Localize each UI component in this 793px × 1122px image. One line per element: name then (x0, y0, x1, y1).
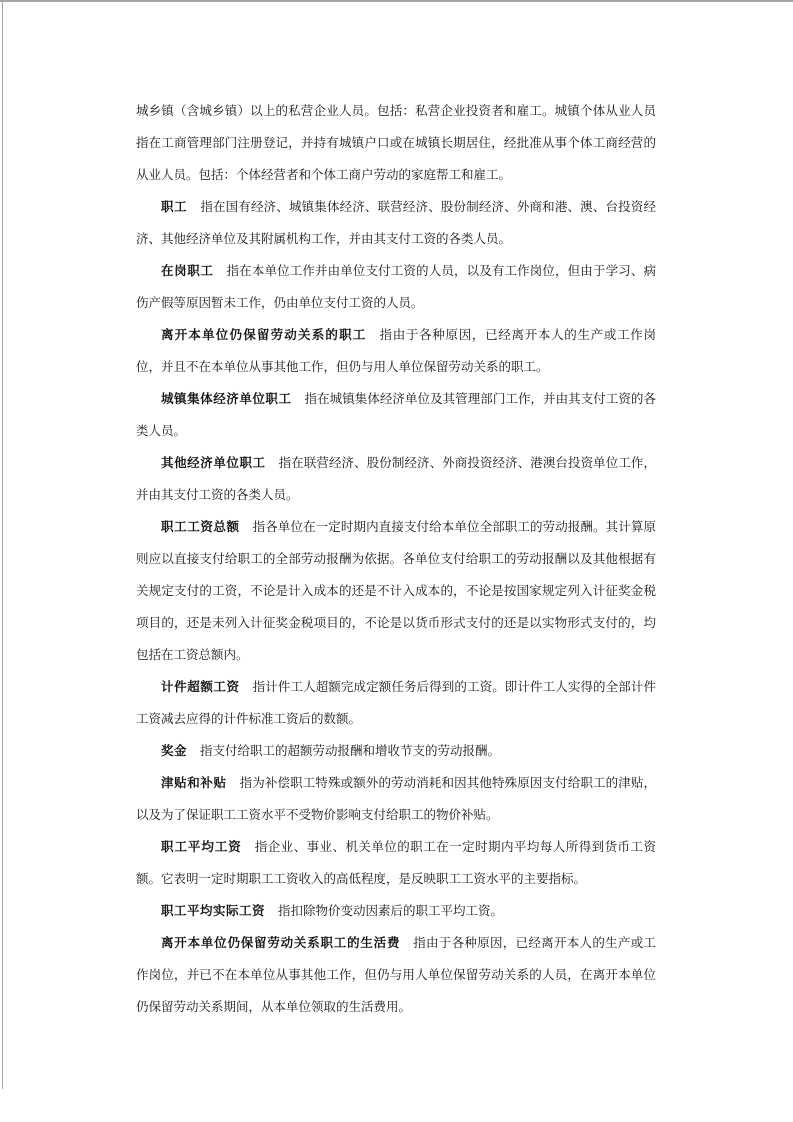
paragraph (136, 735, 656, 767)
term-label: 职工 (161, 200, 188, 214)
definition-text: 指在联营经济、股份制经济、外商投资经济、港澳台投资单位工作，并由其支付工资的各类人员。 (136, 456, 656, 502)
definition-text: 指由于各种原因，已经离开本人的生产或工作岗位，并已不在本单位从事其他工作，但仍与用人单位保留劳动关系的人员，在离开本单位仍保留劳动关系期间，从本单位领取的生活费用。 (136, 936, 656, 1014)
definition-text: 指扣除物价变动因素后的职工平均工资。 (278, 904, 504, 918)
term-label: 离开本单位仍保留劳动关系的职工 (161, 328, 367, 342)
document-body (136, 95, 656, 1023)
term-label: 职工工资总额 (161, 520, 240, 534)
definition-text: 指为补偿职工特殊或额外的劳动消耗和因其他特殊原因支付给职工的津贴，以及为了保证职工工资水平不受物价影响支付给职工的物价补贴。 (136, 776, 656, 822)
term-label: 职工平均工资 (161, 840, 242, 854)
term-label: 离开本单位仍保留劳动关系职工的生活费 (161, 936, 401, 950)
paragraph (136, 767, 656, 831)
term-label: 计件超额工资 (161, 680, 240, 694)
term-label: 职工平均实际工资 (161, 904, 266, 918)
paragraph (136, 383, 656, 447)
paragraph (136, 255, 656, 319)
paragraph (136, 95, 656, 191)
term-label: 城镇集体经济单位职工 (161, 392, 292, 406)
definition-text: 指在国有经济、城镇集体经济、联营经济、股份制经济、外商和港、澳、台投资经济、其他经济单位及其附属机构工作，并由其支付工资的各类人员。 (136, 200, 656, 246)
term-label: 在岗职工 (161, 264, 214, 278)
paragraph (136, 831, 656, 895)
definition-text: 城乡镇（含城乡镇）以上的私营企业人员。包括：私营企业投资者和雇工。城镇个体从业人员指在工商管理部门注册登记，并持有城镇户口或在城镇长期居住，经批准从事个体工商经营的从业人员。包括：个体经营者和个体工商户劳动的家庭帮工和雇工。 (136, 104, 656, 182)
definition-text: 指在城镇集体经济单位及其管理部门工作，并由其支付工资的各类人员。 (136, 392, 656, 438)
paragraph (136, 511, 656, 671)
definition-text: 指由于各种原因，已经离开本人的生产或工作岗位，并且不在本单位从事其他工作，但仍与用人单位保留劳动关系的职工。 (136, 328, 656, 374)
definition-text: 指各单位在一定时期内直接支付给本单位全部职工的劳动报酬。其计算原则应以直接支付给职工的全部劳动报酬为依据。各单位支付给职工的劳动报酬以及其他根据有关规定支付的工资，不论是计入成本的还是不计入成本的，不论是按国家规定列入计征奖金税项目的，还是未列入计征奖金税项目的，不论是以货币形式支付的还是以实物形式支付的，均包括在工资总额内。 (136, 520, 656, 662)
definition-text: 指企业、事业、机关单位的职工在一定时期内平均每人所得到货币工资额。它表明一定时期职工工资收入的高低程度，是反映职工工资水平的主要指标。 (136, 840, 656, 886)
paragraph (136, 927, 656, 1023)
definition-text: 指在本单位工作并由单位支付工资的人员，以及有工作岗位，但由于学习、病伤产假等原因暂未工作，仍由单位支付工资的人员。 (136, 264, 656, 310)
paragraph (136, 671, 656, 735)
term-label: 其他经济单位职工 (161, 456, 266, 470)
paragraph (136, 895, 656, 927)
page-left-edge (2, 0, 3, 1089)
definition-text: 指支付给职工的超额劳动报酬和增收节支的劳动报酬。 (200, 744, 501, 758)
paragraph (136, 191, 656, 255)
paragraph (136, 319, 656, 383)
paragraph (136, 447, 656, 511)
term-label: 津贴和补贴 (161, 776, 227, 790)
page-top-edge (0, 0, 793, 2)
term-label: 奖金 (161, 744, 188, 758)
definition-text: 指计件工人超额完成定额任务后得到的工资。即计件工人实得的全部计件工资减去应得的计件标准工资后的数额。 (136, 680, 656, 726)
